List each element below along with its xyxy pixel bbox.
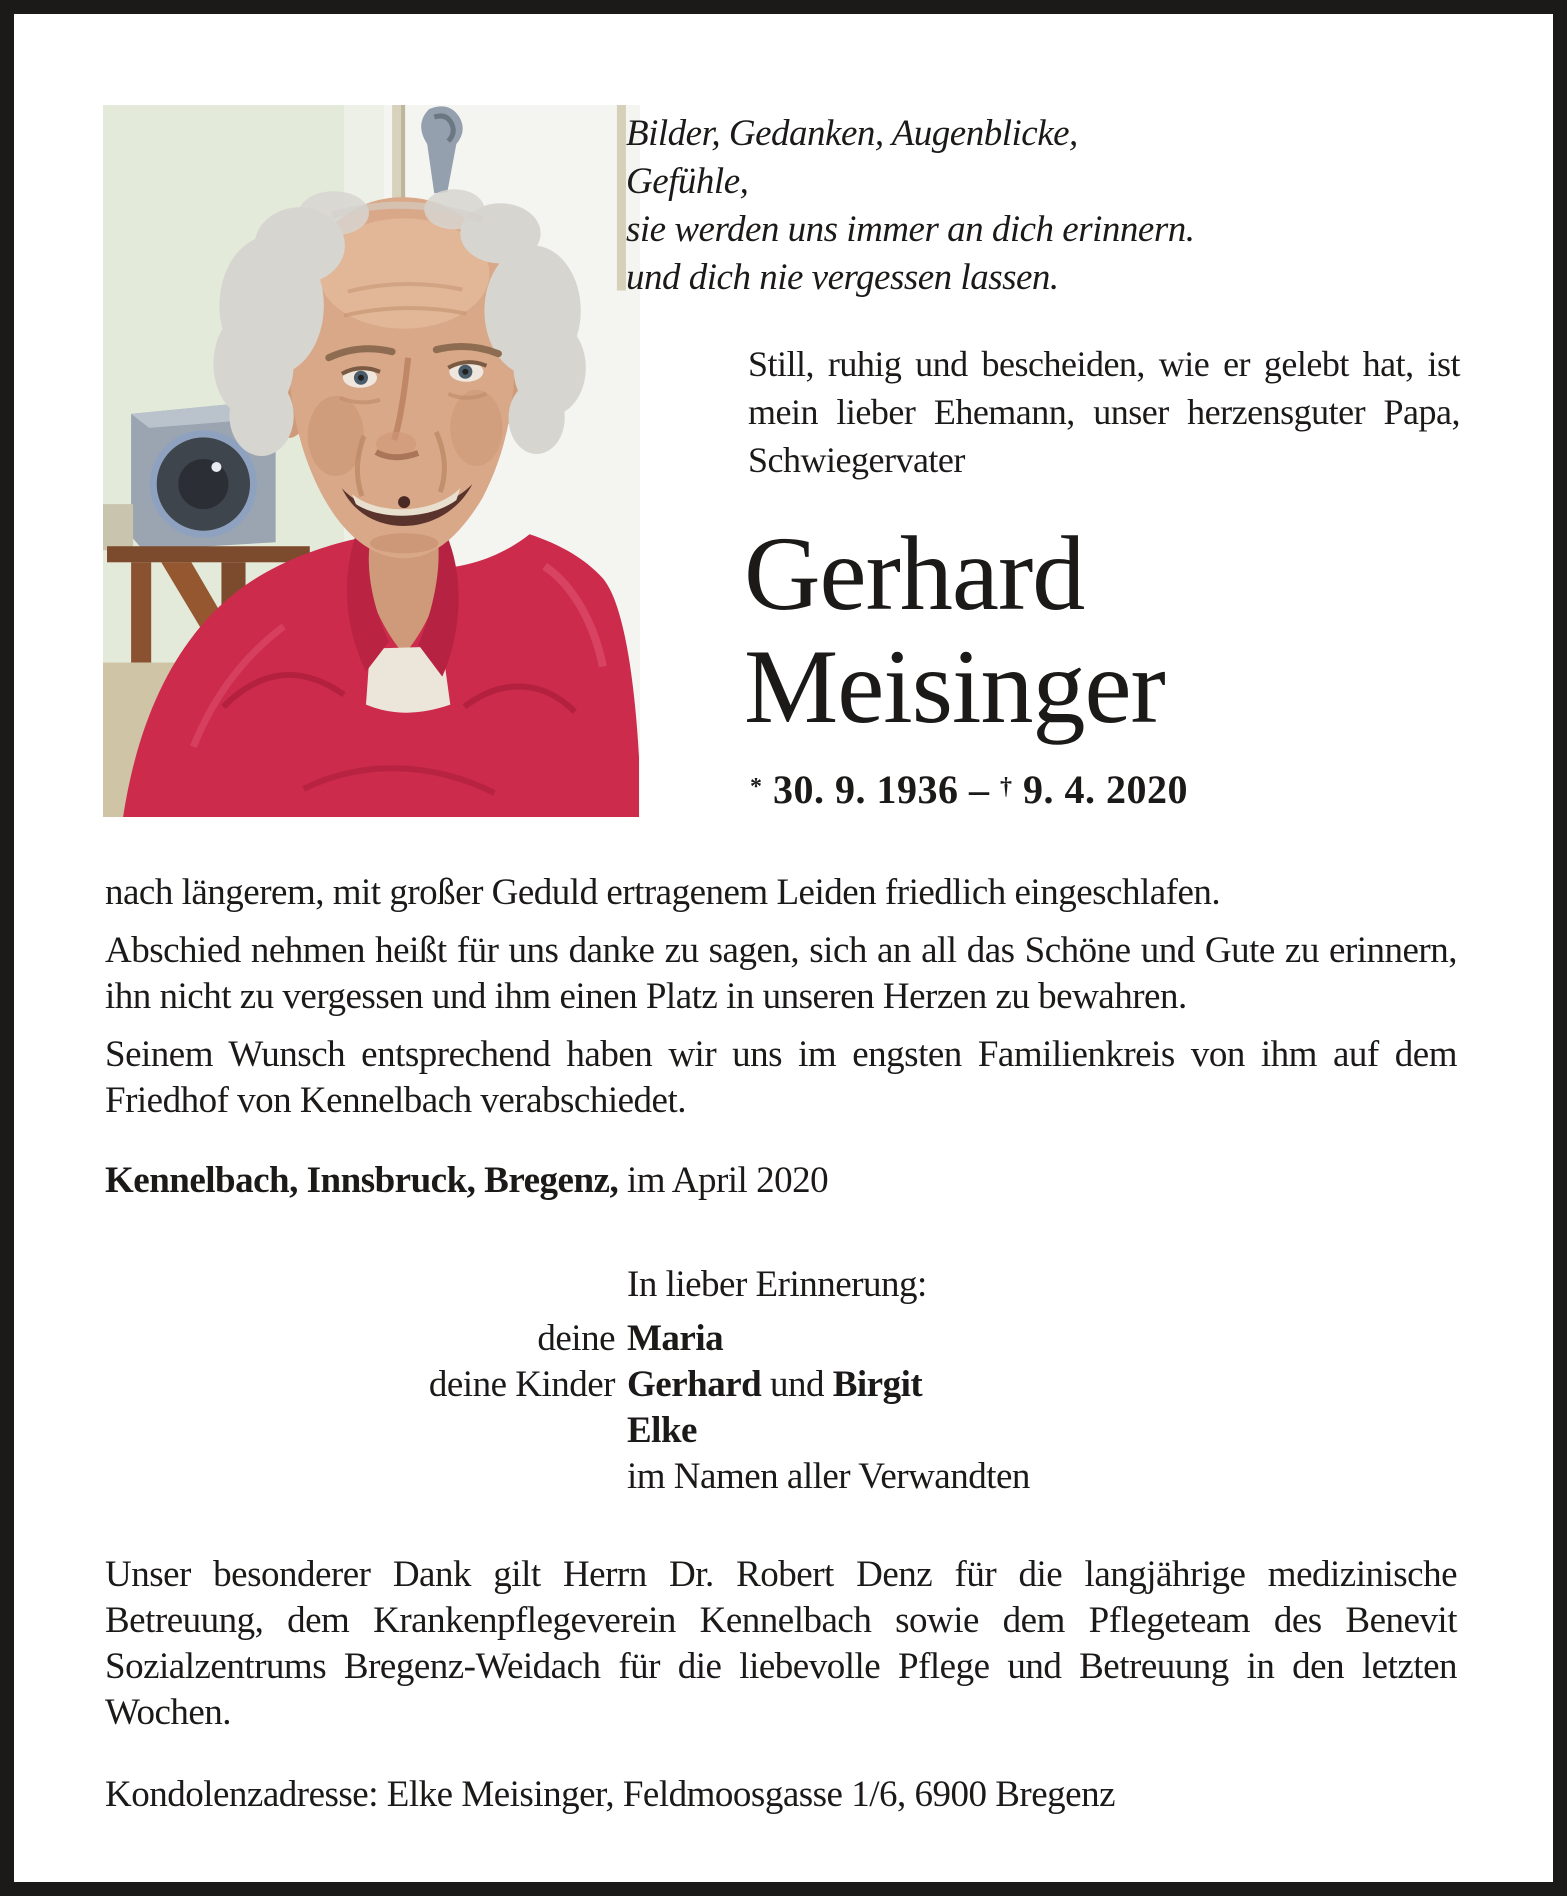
dates-separator: – <box>969 767 990 812</box>
mourner-row <box>105 1454 1457 1500</box>
mourner-name: Birgit <box>832 1364 923 1405</box>
mourner-names <box>627 1454 1030 1500</box>
date-text: im April 2020 <box>618 1160 829 1201</box>
place-date-line <box>105 1158 1457 1204</box>
deceased-last-name: Meisinger <box>744 628 1165 745</box>
paragraph-passing: nach längerem, mit großer Geduld ertragenem Leiden friedlich eingeschlafen. <box>105 872 1221 913</box>
thanks-paragraph: Unser besonderer Dank gilt Herrn Dr. Robert Denz für die langjährige medizinische Betreuung, dem Krankenpflegeverein Kennelbach sowie dem Pflegeteam des Benevit Sozialzentrums Bregenz-Weidach für die liebevolle Pflege und Betreuung in den letzten Wochen. <box>105 1554 1457 1733</box>
portrait-photo <box>103 105 640 817</box>
verse-line-2: sie werden uns immer an dich erinnern. <box>626 209 1195 250</box>
paragraph-farewell: Abschied nehmen heißt für uns danke zu sagen, sich an all das Schöne und Gute zu erinnern, ihn nicht zu vergessen und ihm einen Platz in unseren Herzen zu bewahren. <box>105 930 1457 1017</box>
main-text-column <box>105 870 1457 1216</box>
death-date: 9. 4. 2020 <box>1023 767 1188 812</box>
condolence-address: Kondolenzadresse: Elke Meisinger, Feldmoosgasse 1/6, 6900 Bregenz <box>105 1774 1116 1815</box>
mourner-label <box>105 1454 615 1500</box>
introduction-text: Still, ruhig und bescheiden, wie er gelebt hat, ist mein lieber Ehemann, unser herzensguter Papa, Schwiegervater <box>748 344 1460 480</box>
mourner-row <box>105 1316 1457 1362</box>
portrait-photo-illustration <box>103 105 640 817</box>
verse-line-1: Bilder, Gedanken, Augenblicke, Gefühle, <box>626 113 1078 202</box>
deceased-first-name: Gerhard <box>744 515 1085 632</box>
remembrance-title: In lieber Erinnerung: <box>627 1264 927 1305</box>
mourner-label: deine Kinder <box>428 1364 615 1405</box>
shelf-box <box>103 504 133 550</box>
remembrance-block <box>105 1262 1457 1500</box>
birth-star-symbol: * <box>750 774 763 800</box>
verse-line-3: und dich nie vergessen lassen. <box>626 257 1059 298</box>
mourner-conjunction: und <box>761 1364 833 1405</box>
mourner-name: Elke <box>627 1410 697 1451</box>
mourner-names <box>627 1316 723 1362</box>
places-text: Kennelbach, Innsbruck, Bregenz, <box>105 1160 619 1201</box>
deceased-name <box>744 517 1165 743</box>
life-dates <box>750 766 1188 813</box>
death-cross-symbol: † <box>1000 774 1013 800</box>
birth-date: 30. 9. 1936 <box>773 767 959 812</box>
paragraph-burial: Seinem Wunsch entsprechend haben wir uns im engsten Familienkreis von ihm auf dem Friedhof von Kennelbach verabschiedet. <box>105 1034 1457 1121</box>
mourner-name: Maria <box>627 1318 724 1359</box>
mourner-label: deine <box>537 1318 615 1359</box>
mourner-names <box>627 1408 697 1454</box>
memorial-verse <box>626 110 1206 302</box>
mourner-name: Gerhard <box>627 1364 762 1405</box>
mourner-row <box>105 1408 1457 1454</box>
relatives-note: im Namen aller Verwandten <box>627 1456 1030 1497</box>
mourner-label <box>105 1408 615 1454</box>
door-frame-right <box>617 105 626 291</box>
mourner-names <box>627 1362 922 1408</box>
mourner-row <box>105 1362 1457 1408</box>
